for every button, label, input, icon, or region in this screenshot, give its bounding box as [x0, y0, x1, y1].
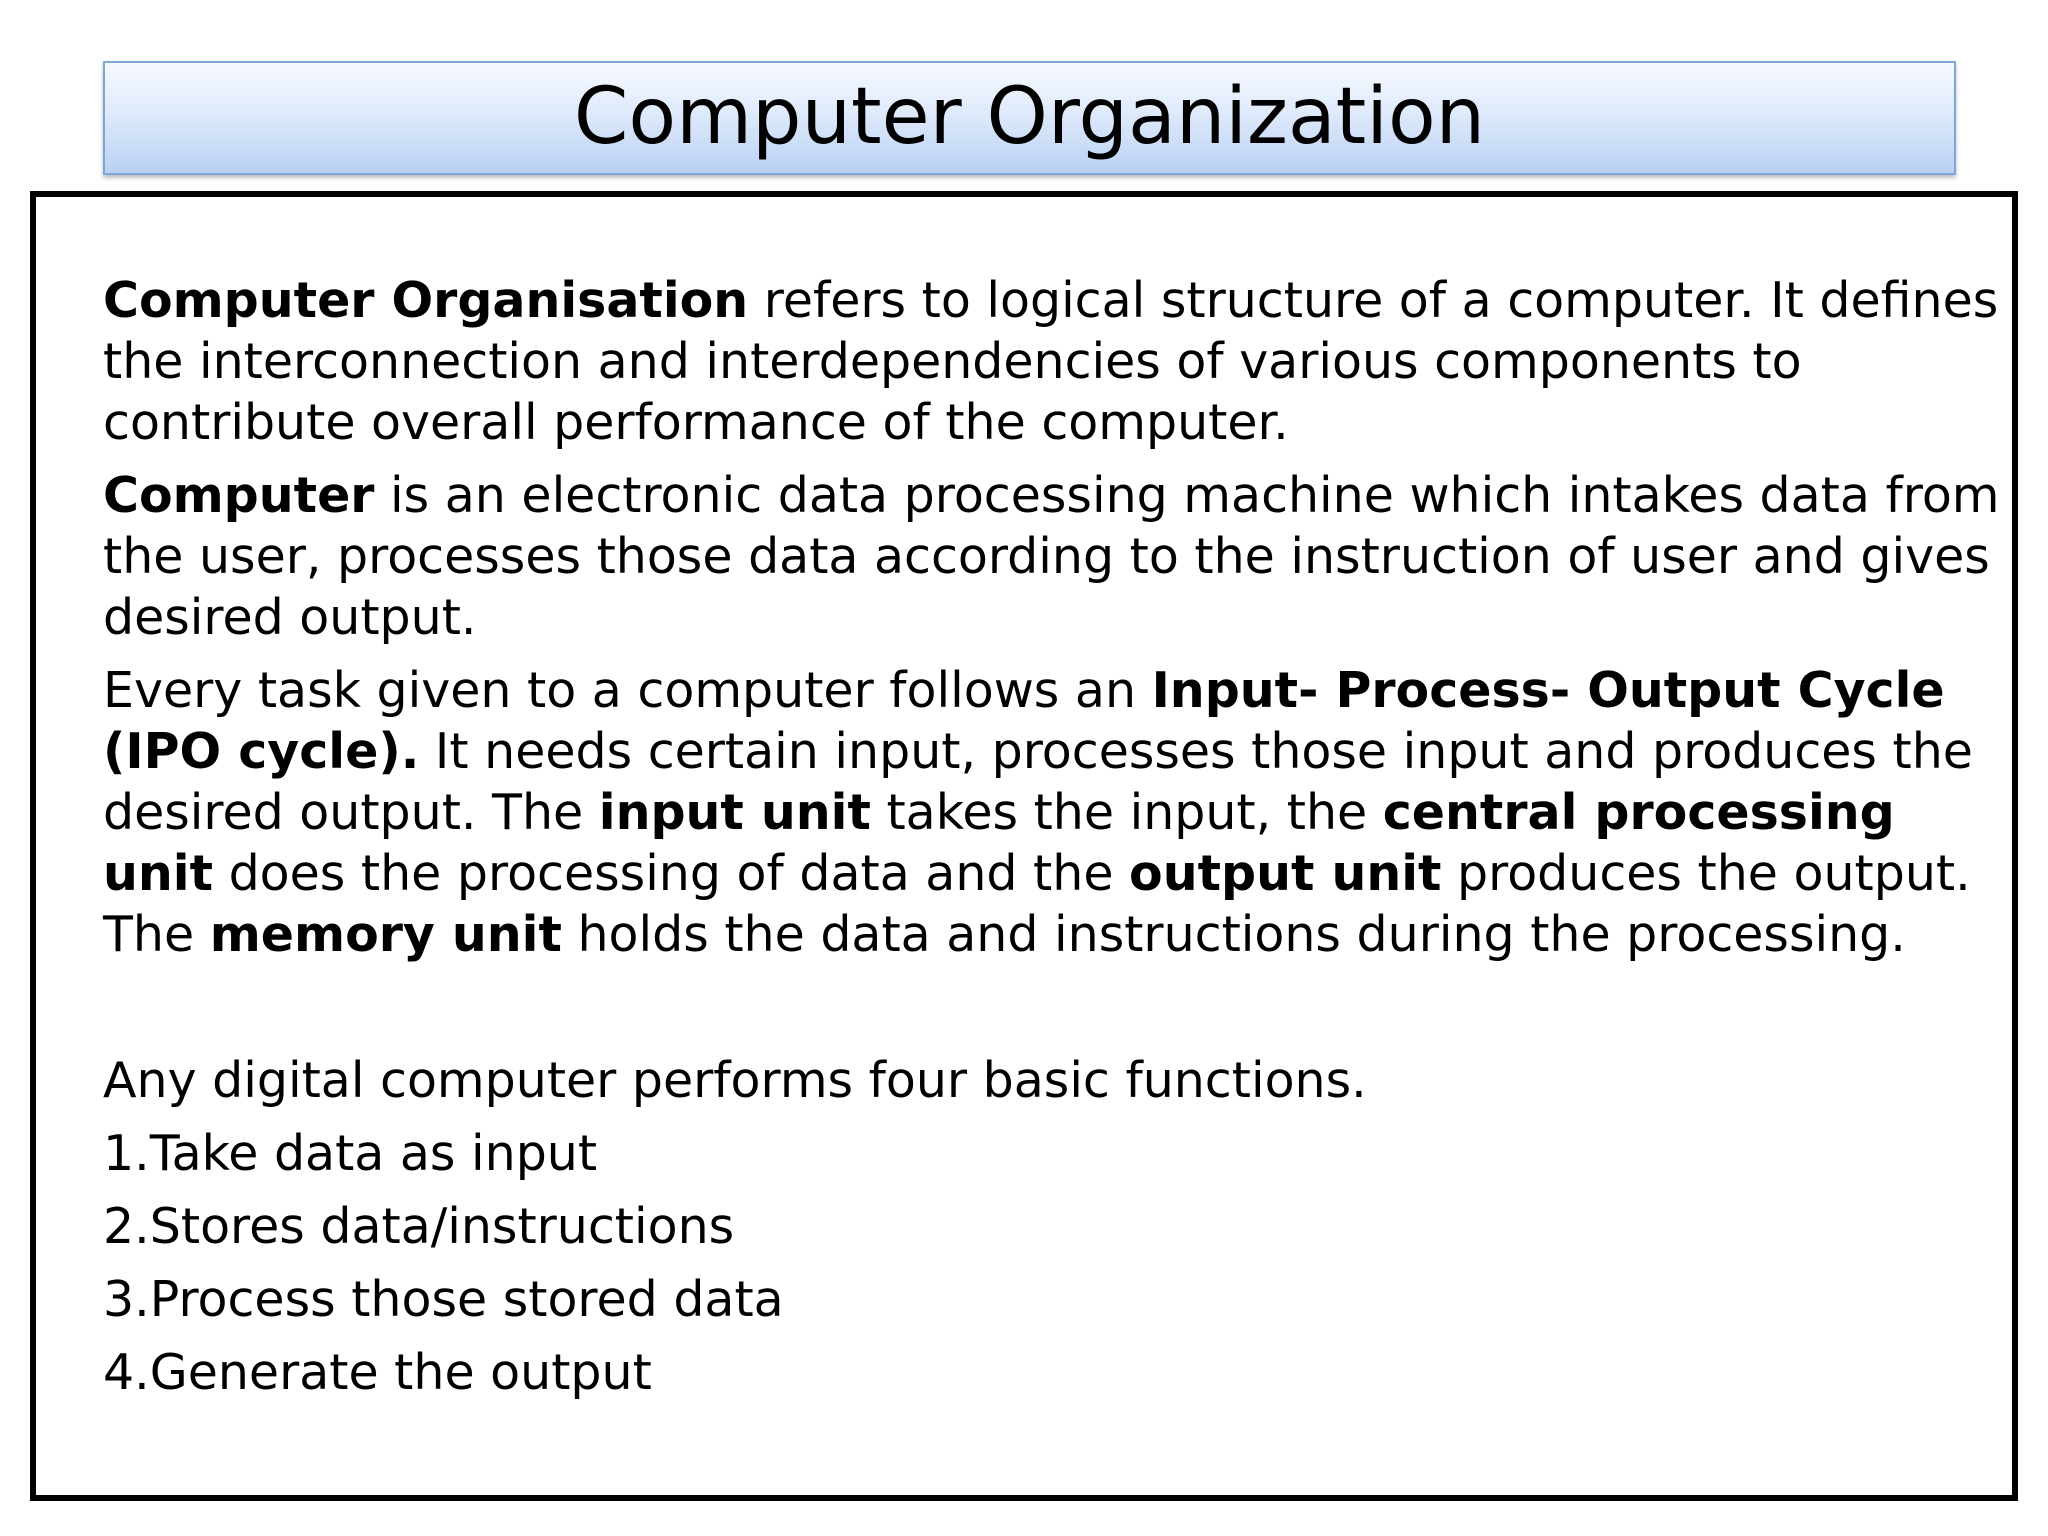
slide-title-bar [103, 61, 1956, 175]
term-input-unit: input unit [598, 784, 871, 841]
slide-body [103, 270, 2008, 1415]
function-item-2: 2.Stores data/instructions [103, 1198, 735, 1255]
term-memory-unit: memory unit [209, 906, 562, 963]
term-output-unit: output unit [1129, 845, 1442, 902]
ipo-text-5: produces the output. The [103, 845, 1971, 963]
function-item-3: 3.Process those stored data [103, 1271, 784, 1328]
ipo-text-1: Every task given to a computer follows an [103, 662, 1152, 719]
function-item-1: 1.Take data as input [103, 1125, 598, 1182]
term-computer-organisation: Computer Organisation [103, 272, 749, 329]
functions-intro: Any digital computer performs four basic functions. [103, 1052, 1367, 1109]
slide-title: Computer Organization [573, 72, 1486, 162]
ipo-text-4: does the processing of data and the [213, 845, 1130, 902]
ipo-text-2: It needs certain input, processes those input and produces the desired output. The [103, 723, 1973, 841]
function-item-4: 4.Generate the output [103, 1344, 652, 1401]
term-central-processing-unit: central processing unit [103, 784, 1895, 902]
term-computer: Computer [103, 467, 375, 524]
ipo-text-6: holds the data and instructions during the processing. [561, 906, 1906, 963]
ipo-cycle-paragraph [103, 660, 2008, 965]
definition-computer-text: is an electronic data processing machine which intakes data from the user, processes those data according to the instruction of user and gives desired output. [103, 467, 2000, 646]
definition-organisation-paragraph [103, 270, 2008, 453]
ipo-text-3: takes the input, the [870, 784, 1383, 841]
paragraph-spacer [103, 977, 2008, 1050]
term-ipo-cycle: Input- Process- Output Cycle (IPO cycle). [103, 662, 1945, 780]
definition-organisation-text: refers to logical structure of a computer. It defines the interconnection and interdependencies of various components to contribute overall performance of the computer. [103, 272, 1999, 451]
definition-computer-paragraph [103, 465, 2008, 648]
